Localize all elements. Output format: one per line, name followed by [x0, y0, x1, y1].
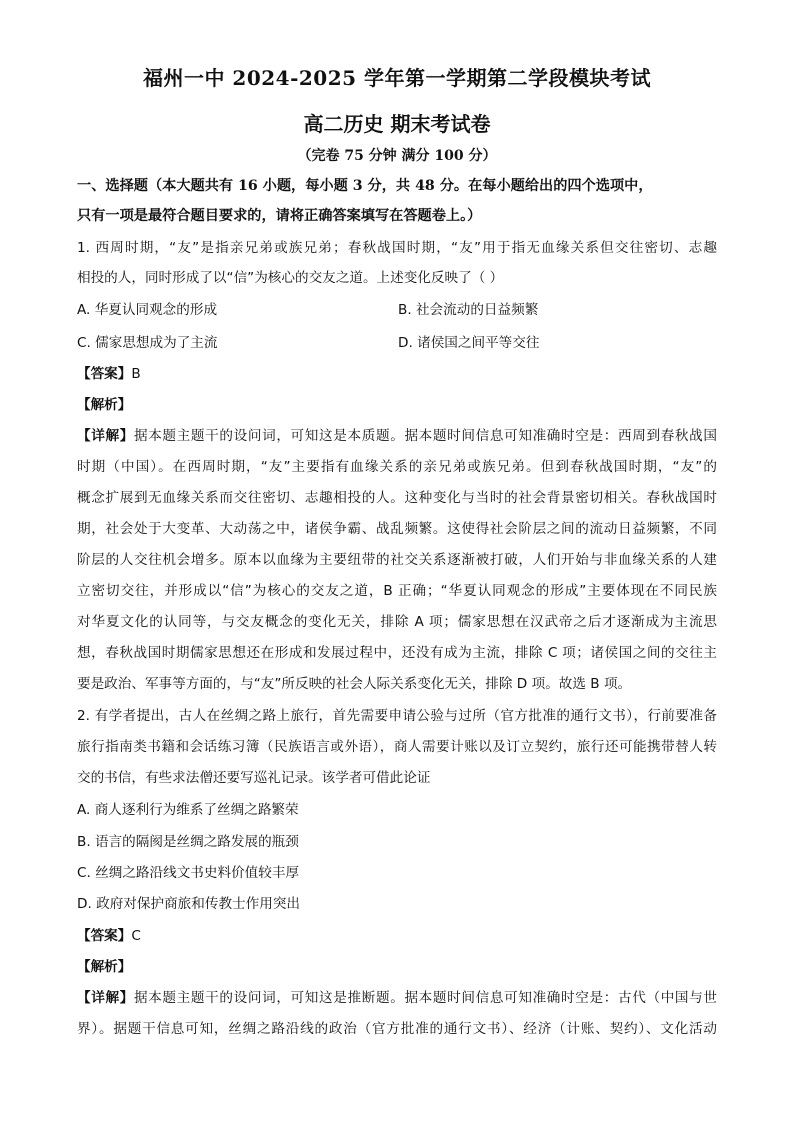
q1-detail-line-3: 概念扩展到无血缘关系而交往密切、志趣相投的人。这种变化与当时的社会背景密切相关。春秋战国时	[77, 490, 717, 506]
analysis-label: 【解析】	[77, 959, 132, 975]
exam-info: （完卷 75 分钟 满分 100 分）	[297, 148, 497, 164]
answer-value: B	[131, 366, 141, 382]
q1-detail-line-7: 对华夏文化的认同等，与交友概念的变化无关，排除 A 项；儒家思想在汉武帝之后才逐渐成为主流思	[77, 614, 717, 630]
q2-option-c: C. 丝绸之路沿线文书史料价值较丰厚	[77, 865, 300, 881]
section-heading-line-2: 只有一项是最符合题目要求的，请将正确答案填写在答题卷上。）	[77, 208, 482, 224]
exam-subject-title: 高二历史 期末考试卷	[303, 112, 491, 136]
answer-label: 【答案】	[77, 928, 132, 944]
q2-detail-line-1	[77, 988, 717, 1008]
q1-option-c: C. 儒家思想成为了主流	[77, 335, 218, 351]
analysis-label: 【解析】	[77, 397, 132, 413]
q1-option-b: B. 社会流动的日益频繁	[398, 302, 539, 318]
q1-answer	[77, 364, 141, 384]
q1-detail-line-4: 期，社会处于大变革、大动荡之中，诸侯争霸、战乱频繁。这使得社会阶层之间的流动日益频繁，不同	[77, 521, 717, 537]
q1-detail-line-2: 时期（中国）。在西周时期，“友”主要指有血缘关系的亲兄弟或族兄弟。但到春秋战国时期，“友”的	[77, 459, 717, 475]
answer-label: 【答案】	[77, 366, 132, 382]
detail-text: 据本题主题干的设问词，可知这是推断题。据本题时间信息可知准确时空是：古代（中国与世	[133, 990, 718, 1006]
q1-stem-line-2: 相投的人，同时形成了以“信”为核心的交友之道。上述变化反映了（ ）	[77, 270, 504, 286]
q1-detail-line-9: 要是政治、军事等方面的，与“友”所反映的社会人际关系变化无关，排除 D 项。故选 B 项。	[77, 676, 632, 692]
answer-value: C	[131, 928, 141, 944]
q2-option-a: A. 商人逐利行为维系了丝绸之路繁荣	[77, 802, 299, 818]
detail-label: 【详解】	[77, 428, 134, 444]
q1-detail-line-1	[77, 426, 717, 446]
q1-stem-line-1: 1. 西周时期，“友”是指亲兄弟或族兄弟；春秋战国时期，“友”用于指无血缘关系但交往密切、志趣	[77, 240, 717, 256]
section-heading-line-1: 一、选择题（本大题共有 16 小题，每小题 3 分，共 48 分。在每小题给出的四个选项中，	[77, 178, 653, 194]
detail-label: 【详解】	[77, 990, 134, 1006]
q1-detail-line-6: 立密切交往，并形成以“信”为核心的交友之道，B 正确；“华夏认同观念的形成”主要体现在不同民族	[77, 583, 717, 599]
q1-detail-line-8: 想，春秋战国时期儒家思想还在形成和发展过程中，还没有成为主流，排除 C 项；诸侯国之间的交往主	[77, 645, 717, 661]
q2-answer	[77, 926, 141, 946]
q2-stem-line-3: 交的书信，有些求法僧还要写巡礼记录。该学者可借此论证	[77, 770, 431, 786]
q2-option-d: D. 政府对保护商旅和传教士作用突出	[77, 896, 301, 912]
q1-option-d: D. 诸侯国之间平等交往	[398, 335, 540, 351]
q2-stem-line-1: 2. 有学者提出，古人在丝绸之路上旅行，首先需要申请公验与过所（官方批准的通行文书），行前要准备	[77, 708, 717, 724]
q1-analysis-label	[77, 395, 131, 415]
q2-stem-line-2: 旅行指南类书籍和会话练习簿（民族语言或外语），商人需要计账以及订立契约，旅行还可能携带替人转	[77, 739, 717, 755]
exam-title: 福州一中 2024-2025 学年第一学期第二学段模块考试	[142, 66, 652, 90]
q2-detail-line-2: 界）。据题干信息可知，丝绸之路沿线的政治（官方批准的通行文书）、经济（计账、契约）、文化活动	[77, 1021, 717, 1037]
q2-analysis-label	[77, 957, 131, 977]
q2-option-b: B. 语言的隔阂是丝绸之路发展的瓶颈	[77, 834, 299, 850]
q1-detail-line-5: 阶层的人交往机会增多。原本以血缘为主要纽带的社交关系逐渐被打破，人们开始与非血缘关系的人建	[77, 552, 717, 568]
detail-text: 据本题主题干的设问词，可知这是本质题。据本题时间信息可知准确时空是：西周到春秋战国	[133, 428, 718, 444]
q1-option-a: A. 华夏认同观念的形成	[77, 302, 218, 318]
